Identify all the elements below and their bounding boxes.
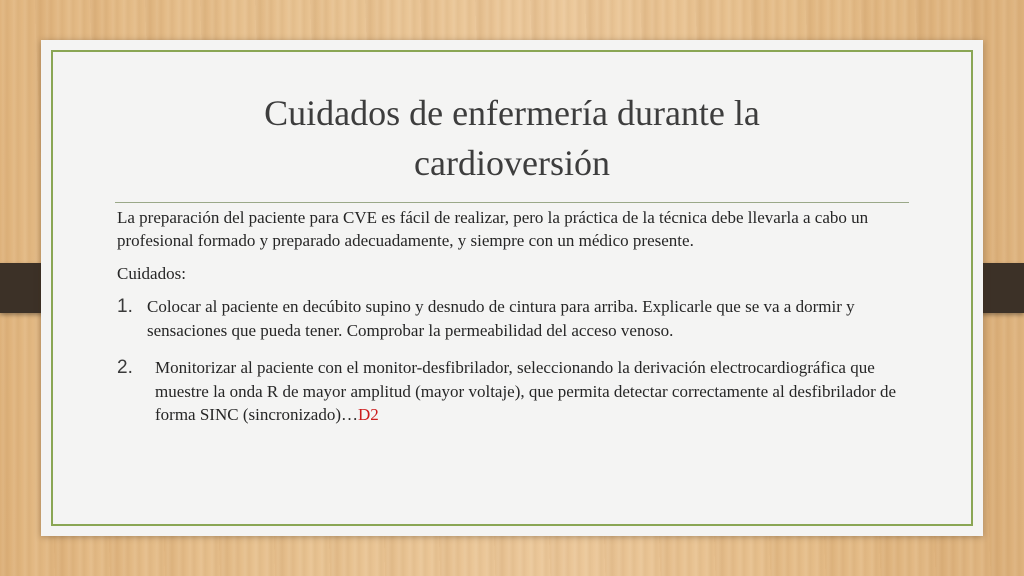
title-divider bbox=[115, 202, 909, 203]
slide-body bbox=[117, 206, 917, 439]
care-list bbox=[117, 295, 917, 426]
list-item-number: 1. bbox=[117, 296, 133, 317]
list-item-text: Monitorizar al paciente con el monitor-desfibrilador, seleccionando la derivación electrocardiográfica que muestre la onda R de mayor amplitud (mayor voltaje), que permita detectar correctamente al desfibrilador de forma SINC (sincronizado)… bbox=[155, 358, 897, 424]
slide-title-line-2: cardioversión bbox=[414, 143, 610, 183]
list-item-text-part: Comprobar la permeabilidad del acceso venoso. bbox=[346, 321, 674, 340]
slide-title bbox=[131, 88, 893, 188]
subheading: Cuidados: bbox=[117, 264, 186, 283]
intro-paragraph: La preparación del paciente para CVE es fácil de realizar, pero la práctica de la técnica debe llevarla a cabo un profesional formado y preparado adecuadamente, y siempre con un médico presente. bbox=[117, 208, 869, 250]
list-item-text-part: Colocar al paciente en decúbito supino y desnudo de cintura para arriba. bbox=[147, 297, 643, 316]
list-item-text-part: Explicarle que se va a dormir y sensaciones que pueda tener. bbox=[147, 297, 855, 340]
lead-reference-d2: D2 bbox=[358, 405, 379, 424]
slide-title-line-1: Cuidados de enfermería durante la bbox=[264, 93, 760, 133]
list-item bbox=[117, 295, 917, 343]
list-item-number: 2. bbox=[117, 357, 133, 378]
slide-card bbox=[41, 40, 983, 536]
list-item bbox=[117, 356, 917, 426]
